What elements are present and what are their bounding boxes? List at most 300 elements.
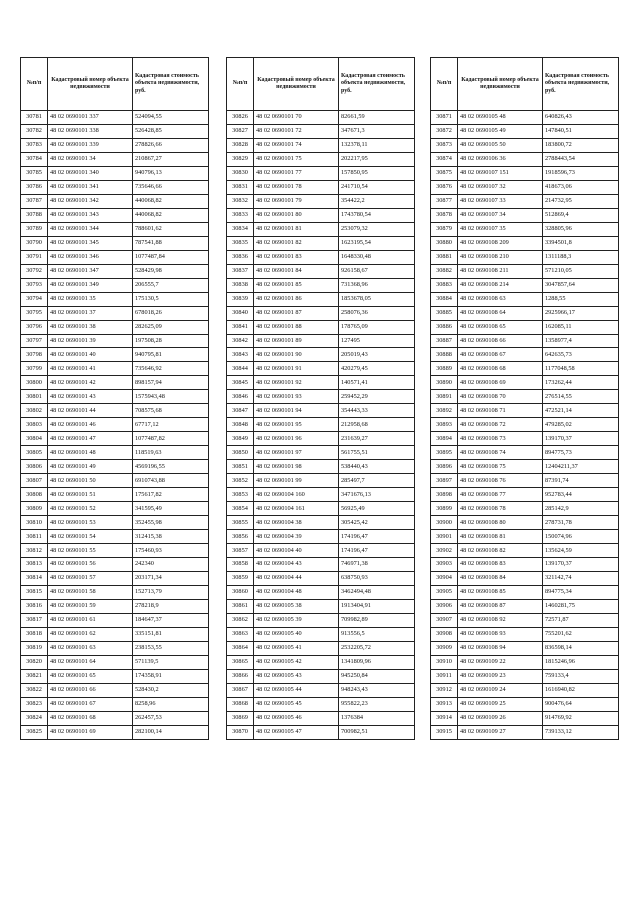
header-cadastral-number: Кадастровый номер объекта недвижимости [48, 58, 133, 111]
row-number: 30878 [431, 208, 458, 222]
cadastral-value: 678018,26 [133, 306, 209, 320]
row-number: 30781 [21, 111, 48, 125]
cadastral-value: 3394501,8 [543, 236, 619, 250]
cadastral-value: 700982,51 [339, 725, 415, 739]
cadastral-number: 48 02 0690108 92 [458, 613, 543, 627]
cadastral-number: 48 02 0690101 95 [254, 418, 339, 432]
cadastral-number: 48 02 0690101 69 [48, 725, 133, 739]
row-number: 30883 [431, 278, 458, 292]
cadastral-number: 48 02 0690101 74 [254, 138, 339, 152]
row-number: 30855 [227, 516, 254, 530]
row-number: 30806 [21, 460, 48, 474]
cadastral-value: 1460281,75 [543, 599, 619, 613]
cadastral-number: 48 02 0690101 89 [254, 334, 339, 348]
row-number: 30805 [21, 446, 48, 460]
row-number: 30847 [227, 404, 254, 418]
cadastral-value: 147840,51 [543, 124, 619, 138]
row-number: 30786 [21, 180, 48, 194]
row-number: 30818 [21, 627, 48, 641]
cadastral-value: 1918596,73 [543, 166, 619, 180]
row-number: 30891 [431, 390, 458, 404]
table-row [227, 390, 415, 404]
cadastral-value: 746971,38 [339, 558, 415, 572]
row-number: 30785 [21, 166, 48, 180]
row-number: 30791 [21, 250, 48, 264]
row-number: 30808 [21, 488, 48, 502]
cadastral-number: 48 02 0690101 86 [254, 292, 339, 306]
table-row [21, 348, 209, 362]
table-row [21, 516, 209, 530]
cadastral-value: 1077487,82 [133, 432, 209, 446]
table-row [431, 711, 619, 725]
row-number: 30832 [227, 194, 254, 208]
table-row [21, 180, 209, 194]
row-number: 30913 [431, 697, 458, 711]
cadastral-value: 440068,82 [133, 194, 209, 208]
row-number: 30810 [21, 516, 48, 530]
cadastral-number: 48 02 0690101 63 [48, 641, 133, 655]
row-number: 30903 [431, 558, 458, 572]
table-row [431, 669, 619, 683]
table-row [431, 194, 619, 208]
row-number: 30904 [431, 571, 458, 585]
table-row [21, 418, 209, 432]
cadastral-value: 132378,11 [339, 138, 415, 152]
cadastral-number: 48 02 0690109 23 [458, 669, 543, 683]
cadastral-value: 241710,54 [339, 180, 415, 194]
cadastral-value: 913556,5 [339, 627, 415, 641]
table-row [21, 655, 209, 669]
cadastral-value: 926158,67 [339, 264, 415, 278]
cadastral-value: 210867,27 [133, 152, 209, 166]
table-row [21, 432, 209, 446]
table-row [227, 250, 415, 264]
cadastral-value: 1743780,54 [339, 208, 415, 222]
table-row [21, 376, 209, 390]
cadastral-number: 48 02 0690105 43 [254, 669, 339, 683]
row-number: 30795 [21, 306, 48, 320]
row-number: 30838 [227, 278, 254, 292]
row-number: 30846 [227, 390, 254, 404]
cadastral-value: 2788443,54 [543, 152, 619, 166]
cadastral-value: 708575,68 [133, 404, 209, 418]
cadastral-number: 48 02 0690105 42 [254, 655, 339, 669]
table-row [227, 278, 415, 292]
cadastral-value: 945250,84 [339, 669, 415, 683]
table-row [431, 558, 619, 572]
row-number: 30796 [21, 320, 48, 334]
table-row [431, 571, 619, 585]
row-number: 30874 [431, 152, 458, 166]
row-number: 30856 [227, 530, 254, 544]
row-number: 30857 [227, 544, 254, 558]
cadastral-value: 571139,5 [133, 655, 209, 669]
row-number: 30803 [21, 418, 48, 432]
cadastral-number: 48 02 0690101 65 [48, 669, 133, 683]
table-row [431, 348, 619, 362]
cadastral-value: 787541,88 [133, 236, 209, 250]
row-number: 30879 [431, 222, 458, 236]
cadastral-value: 276514,55 [543, 390, 619, 404]
row-number: 30787 [21, 194, 48, 208]
header-cadastral-number: Кадастровый номер объекта недвижимости [254, 58, 339, 111]
cadastral-number: 48 02 0690105 50 [458, 138, 543, 152]
row-number: 30849 [227, 432, 254, 446]
cadastral-value: 952783,44 [543, 488, 619, 502]
cadastral-number: 48 02 0690108 82 [458, 544, 543, 558]
cadastral-number: 48 02 0690107 32 [458, 180, 543, 194]
cadastral-value: 173262,44 [543, 376, 619, 390]
row-number: 30880 [431, 236, 458, 250]
cadastral-number: 48 02 0690101 349 [48, 278, 133, 292]
row-number: 30830 [227, 166, 254, 180]
table-row [21, 641, 209, 655]
cadastral-number: 48 02 0690104 39 [254, 530, 339, 544]
row-number: 30843 [227, 348, 254, 362]
table-row [227, 418, 415, 432]
cadastral-value: 135624,59 [543, 544, 619, 558]
cadastral-number: 48 02 0690109 26 [458, 711, 543, 725]
row-number: 30867 [227, 683, 254, 697]
table-row [431, 320, 619, 334]
cadastral-number: 48 02 0690108 80 [458, 516, 543, 530]
row-number: 30824 [21, 711, 48, 725]
row-number: 30831 [227, 180, 254, 194]
row-number: 30821 [21, 669, 48, 683]
row-number: 30817 [21, 613, 48, 627]
cadastral-number: 48 02 0690108 66 [458, 334, 543, 348]
cadastral-value: 242340 [133, 558, 209, 572]
table-row [227, 362, 415, 376]
header-cadastral-number: Кадастровый номер объекта недвижимости [458, 58, 543, 111]
table-row [227, 697, 415, 711]
cadastral-value: 735646,92 [133, 362, 209, 376]
table-row [21, 390, 209, 404]
cadastral-number: 48 02 0690108 85 [458, 585, 543, 599]
table-row [21, 404, 209, 418]
cadastral-value: 82661,59 [339, 111, 415, 125]
cadastral-value: 157850,95 [339, 166, 415, 180]
table-row [431, 599, 619, 613]
row-number: 30869 [227, 711, 254, 725]
cadastral-value: 87391,74 [543, 474, 619, 488]
header-cadastral-value: Кадастровая стоимость объекта недвижимости, руб. [543, 58, 619, 111]
row-number: 30861 [227, 599, 254, 613]
row-number: 30837 [227, 264, 254, 278]
cadastral-value: 898157,94 [133, 376, 209, 390]
cadastral-number: 48 02 0690101 79 [254, 194, 339, 208]
cadastral-value: 526428,85 [133, 124, 209, 138]
table-row [21, 558, 209, 572]
row-number: 30819 [21, 641, 48, 655]
table-row [21, 236, 209, 250]
table-row [431, 502, 619, 516]
table-row [227, 669, 415, 683]
cadastral-number: 48 02 0690101 87 [254, 306, 339, 320]
cadastral-number: 48 02 0690108 87 [458, 599, 543, 613]
cadastral-value: 571210,05 [543, 264, 619, 278]
row-number: 30820 [21, 655, 48, 669]
table-row [431, 264, 619, 278]
cadastral-value: 8258,96 [133, 697, 209, 711]
table-row [21, 627, 209, 641]
row-number: 30890 [431, 376, 458, 390]
cadastral-value: 139170,37 [543, 432, 619, 446]
row-number: 30845 [227, 376, 254, 390]
row-number: 30809 [21, 502, 48, 516]
cadastral-number: 48 02 0690108 214 [458, 278, 543, 292]
cadastral-value: 175617,82 [133, 488, 209, 502]
cadastral-value: 282625,09 [133, 320, 209, 334]
cadastral-number: 48 02 0690108 70 [458, 390, 543, 404]
table-row [21, 111, 209, 125]
cadastral-value: 440068,82 [133, 208, 209, 222]
cadastral-value: 354422,2 [339, 194, 415, 208]
cadastral-value: 152713,79 [133, 585, 209, 599]
row-number: 30801 [21, 390, 48, 404]
cadastral-number: 48 02 0690101 80 [254, 208, 339, 222]
cadastral-value: 731368,96 [339, 278, 415, 292]
table-row [21, 446, 209, 460]
table-row [21, 124, 209, 138]
table-row [431, 641, 619, 655]
cadastral-value: 56925,49 [339, 502, 415, 516]
cadastral-number: 48 02 0690108 64 [458, 306, 543, 320]
cadastral-number: 48 02 0690108 73 [458, 432, 543, 446]
table-header-row [21, 58, 209, 111]
row-number: 30816 [21, 599, 48, 613]
cadastral-value: 739133,12 [543, 725, 619, 739]
row-number: 30789 [21, 222, 48, 236]
cadastral-value: 512869,4 [543, 208, 619, 222]
cadastral-value: 788601,62 [133, 222, 209, 236]
table-row [227, 474, 415, 488]
cadastral-number: 48 02 0690108 67 [458, 348, 543, 362]
row-number: 30840 [227, 306, 254, 320]
row-number: 30842 [227, 334, 254, 348]
cadastral-number: 48 02 0690101 48 [48, 446, 133, 460]
table-row [227, 404, 415, 418]
row-number: 30892 [431, 404, 458, 418]
table-row [431, 488, 619, 502]
table-row [431, 432, 619, 446]
table-row [227, 334, 415, 348]
table-row [227, 180, 415, 194]
table-row [431, 180, 619, 194]
row-number: 30790 [21, 236, 48, 250]
cadastral-value: 174196,47 [339, 544, 415, 558]
table-row [21, 613, 209, 627]
row-number: 30868 [227, 697, 254, 711]
table-row [431, 306, 619, 320]
cadastral-number: 48 02 0690101 99 [254, 474, 339, 488]
row-number: 30828 [227, 138, 254, 152]
table-row [431, 544, 619, 558]
cadastral-value: 312415,38 [133, 530, 209, 544]
cadastral-value: 174358,91 [133, 669, 209, 683]
cadastral-value: 642635,73 [543, 348, 619, 362]
table-row [21, 697, 209, 711]
table-row [227, 627, 415, 641]
cadastral-number: 48 02 0690101 338 [48, 124, 133, 138]
table-row [431, 362, 619, 376]
cadastral-number: 48 02 0690101 59 [48, 599, 133, 613]
row-number: 30901 [431, 530, 458, 544]
cadastral-number: 48 02 0690104 38 [254, 516, 339, 530]
row-number: 30886 [431, 320, 458, 334]
row-number: 30851 [227, 460, 254, 474]
row-number: 30875 [431, 166, 458, 180]
table-row [21, 502, 209, 516]
cadastral-number: 48 02 0690104 43 [254, 558, 339, 572]
table-row [227, 152, 415, 166]
cadastral-value: 3047857,64 [543, 278, 619, 292]
cadastral-number: 48 02 0690107 151 [458, 166, 543, 180]
row-number: 30889 [431, 362, 458, 376]
cadastral-value: 1648330,48 [339, 250, 415, 264]
table-row [21, 138, 209, 152]
cadastral-value: 894775,73 [543, 446, 619, 460]
cadastral-value: 12404211,37 [543, 460, 619, 474]
table-row [21, 571, 209, 585]
cadastral-number: 48 02 0690101 62 [48, 627, 133, 641]
table-row [227, 292, 415, 306]
table-row [431, 152, 619, 166]
cadastral-number: 48 02 0690101 53 [48, 516, 133, 530]
cadastral-number: 48 02 0690108 63 [458, 292, 543, 306]
table-row [227, 320, 415, 334]
cadastral-number: 48 02 0690101 38 [48, 320, 133, 334]
header-cadastral-value: Кадастровая стоимость объекта недвижимости, руб. [133, 58, 209, 111]
cadastral-number: 48 02 0690108 72 [458, 418, 543, 432]
cadastral-number: 48 02 0690101 72 [254, 124, 339, 138]
header-cadastral-value: Кадастровая стоимость объекта недвижимости, руб. [339, 58, 415, 111]
table-row [227, 166, 415, 180]
row-number: 30887 [431, 334, 458, 348]
cadastral-number: 48 02 0690108 84 [458, 571, 543, 585]
table-row [21, 544, 209, 558]
table-row [431, 250, 619, 264]
table-row [21, 334, 209, 348]
row-number: 30906 [431, 599, 458, 613]
cadastral-value: 1575943,48 [133, 390, 209, 404]
cadastral-value: 6910743,88 [133, 474, 209, 488]
cadastral-number: 48 02 0690101 339 [48, 138, 133, 152]
row-number: 30833 [227, 208, 254, 222]
cadastral-value: 1311188,3 [543, 250, 619, 264]
table-row [431, 138, 619, 152]
table-row [21, 306, 209, 320]
table-row [227, 138, 415, 152]
cadastral-value: 759133,4 [543, 669, 619, 683]
table-row [227, 599, 415, 613]
row-number: 30834 [227, 222, 254, 236]
row-number: 30829 [227, 152, 254, 166]
table-row [227, 348, 415, 362]
table-row [431, 446, 619, 460]
cadastral-value: 709982,89 [339, 613, 415, 627]
table-row [227, 264, 415, 278]
table-row [431, 236, 619, 250]
row-number: 30825 [21, 725, 48, 739]
cadastral-number: 48 02 0690101 50 [48, 474, 133, 488]
table-row [227, 376, 415, 390]
table-row [227, 306, 415, 320]
cadastral-value: 955822,23 [339, 697, 415, 711]
cadastral-number: 48 02 0690101 337 [48, 111, 133, 125]
cadastral-value: 1288,55 [543, 292, 619, 306]
cadastral-number: 48 02 0690108 76 [458, 474, 543, 488]
row-number: 30882 [431, 264, 458, 278]
row-number: 30888 [431, 348, 458, 362]
cadastral-number: 48 02 0690101 341 [48, 180, 133, 194]
cadastral-number: 48 02 0690101 81 [254, 222, 339, 236]
cadastral-number: 48 02 0690101 88 [254, 320, 339, 334]
cadastral-value: 3462494,48 [339, 585, 415, 599]
cadastral-value: 278826,66 [133, 138, 209, 152]
cadastral-value: 836598,14 [543, 641, 619, 655]
row-number: 30870 [227, 725, 254, 739]
row-number: 30822 [21, 683, 48, 697]
row-number: 30812 [21, 544, 48, 558]
cadastral-number: 48 02 0690101 93 [254, 390, 339, 404]
row-number: 30797 [21, 334, 48, 348]
cadastral-value: 328805,96 [543, 222, 619, 236]
cadastral-number: 48 02 0690101 46 [48, 418, 133, 432]
cadastral-number: 48 02 0690105 38 [254, 599, 339, 613]
table-row [431, 418, 619, 432]
table-row [227, 194, 415, 208]
cadastral-number: 48 02 0690101 37 [48, 306, 133, 320]
cadastral-number: 48 02 0690101 44 [48, 404, 133, 418]
table-row [21, 194, 209, 208]
row-number: 30884 [431, 292, 458, 306]
row-number: 30860 [227, 585, 254, 599]
cadastral-value: 894775,34 [543, 585, 619, 599]
cadastral-number: 48 02 0690108 210 [458, 250, 543, 264]
cadastral-value: 202217,95 [339, 152, 415, 166]
table-row [21, 292, 209, 306]
cadastral-value: 67717,12 [133, 418, 209, 432]
row-number: 30811 [21, 530, 48, 544]
header-number: №п/п [227, 58, 254, 111]
cadastral-number: 48 02 0690108 75 [458, 460, 543, 474]
row-number: 30900 [431, 516, 458, 530]
cadastral-value: 285497,7 [339, 474, 415, 488]
table-row [227, 725, 415, 739]
table-row [431, 725, 619, 739]
cadastral-number: 48 02 0690101 347 [48, 264, 133, 278]
table-row [21, 488, 209, 502]
row-number: 30915 [431, 725, 458, 739]
cadastral-value: 561755,51 [339, 446, 415, 460]
cadastral-value: 1616940,82 [543, 683, 619, 697]
table-row [431, 278, 619, 292]
cadastral-number: 48 02 0690101 91 [254, 362, 339, 376]
cadastral-number: 48 02 0690104 161 [254, 502, 339, 516]
cadastral-value: 162085,11 [543, 320, 619, 334]
cadastral-number: 48 02 0690101 66 [48, 683, 133, 697]
cadastral-number: 48 02 0690101 39 [48, 334, 133, 348]
row-number: 30788 [21, 208, 48, 222]
cadastral-number: 48 02 0690101 98 [254, 460, 339, 474]
row-number: 30783 [21, 138, 48, 152]
cadastral-number: 48 02 0690101 41 [48, 362, 133, 376]
row-number: 30784 [21, 152, 48, 166]
cadastral-number: 48 02 0690108 94 [458, 641, 543, 655]
cadastral-value: 174196,47 [339, 530, 415, 544]
table-row [227, 208, 415, 222]
